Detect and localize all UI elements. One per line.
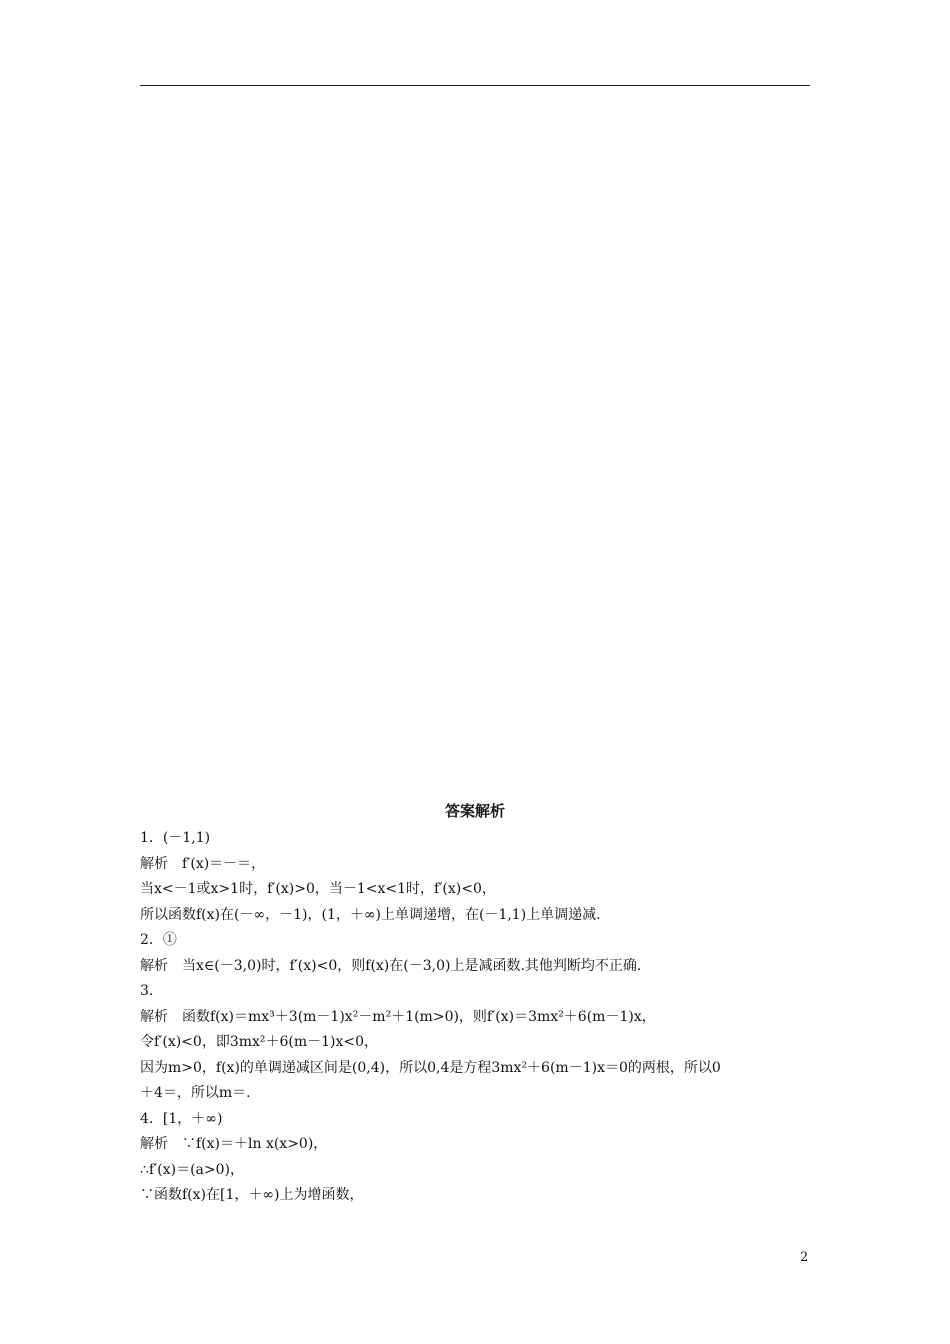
answer-line: 解析 函数f(x)＝mx³＋3(m－1)x²－m²＋1(m>0)，则f′(x)＝3mx²＋6(m－1)x， xyxy=(140,1008,656,1025)
page-number: 2 xyxy=(800,1250,809,1265)
answer-line: 解析 ∵f(x)＝＋ln x(x>0)， xyxy=(140,1136,328,1152)
answer-line: 令f′(x)<0，即3mx²＋6(m－1)x<0， xyxy=(140,1034,379,1050)
answer-body xyxy=(140,826,812,1209)
answer-line: 当x<－1或x>1时，f′(x)>0，当－1<x<1时，f′(x)<0， xyxy=(140,881,496,897)
answer-line: ＋4＝，所以m＝. xyxy=(140,1085,251,1101)
answer-line: ∵函数f(x)在[1，＋∞)上为增函数， xyxy=(140,1187,364,1203)
section-title: 答案解析 xyxy=(444,802,505,820)
answer-line: ∴f′(x)＝(a>0)， xyxy=(140,1161,244,1178)
answer-line: 解析 f′(x)＝－＝， xyxy=(140,855,266,872)
answer-line: 所以函数f(x)在(－∞，－1)，(1，＋∞)上单调递增，在(－1,1)上单调递减. xyxy=(140,906,601,923)
answer-line: 因为m>0，f(x)的单调递减区间是(0,4)，所以0,4是方程3mx²＋6(m－1)x＝0的两根，所以0 xyxy=(140,1059,721,1076)
answer-line: 2．① xyxy=(140,932,177,948)
answer-line: 解析 当x∈(－3,0)时，f′(x)<0，则f(x)在(－3,0)上是减函数.其他判断均不正确. xyxy=(140,957,642,974)
answer-line: 1．(－1,1) xyxy=(140,830,211,846)
header-rule xyxy=(140,85,810,86)
answer-line: 3. xyxy=(140,983,154,999)
answer-line: 4．[1，＋∞) xyxy=(140,1110,223,1127)
